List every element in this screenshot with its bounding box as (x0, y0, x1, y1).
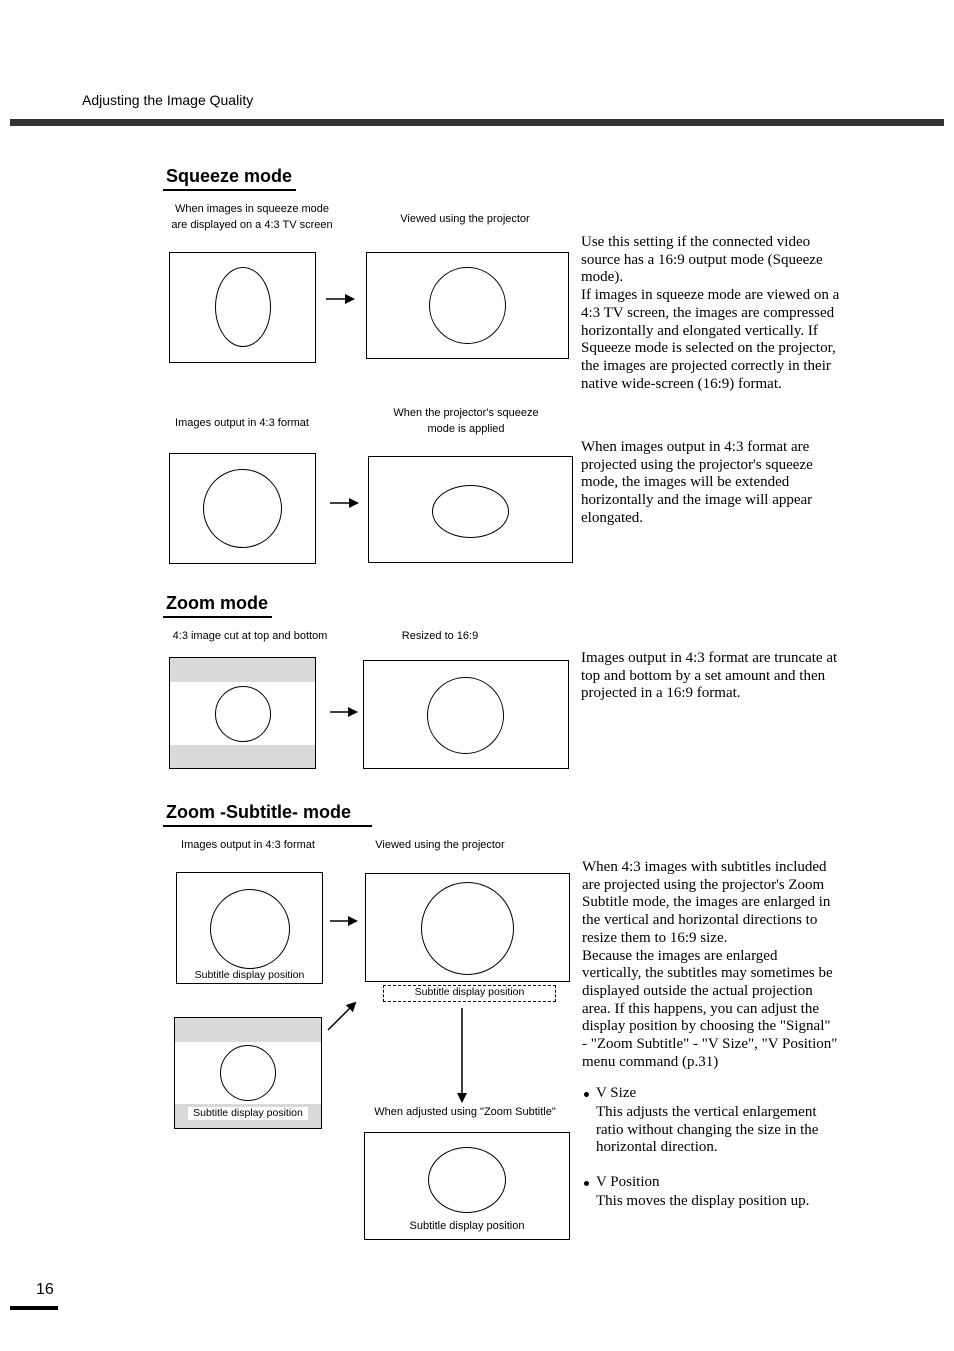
squeeze-caption-43: Images output in 4:3 format (175, 417, 309, 429)
zoom-caption-cut: 4:3 image cut at top and bottom (172, 630, 328, 642)
zoom-subtitle-caption-43: Images output in 4:3 format (181, 839, 315, 851)
page-number-rule (10, 1306, 58, 1310)
subtitle-position-label: Subtitle display position (414, 986, 525, 998)
diagonal-arrow-icon (328, 1003, 355, 1030)
squeeze-description: Use this setting if the connected video source has a 16:9 output mode (Squeeze mode). If images in squeeze mode are viewed on a 4:3 TV screen, the images are compressed horizontally and elongated vertically. If Squeeze mode is selected on the projector, the images are projected correctly in their native wide-screen (16:9) format. (581, 234, 840, 392)
squeeze-caption-applied: When the projector's squeeze mode is applied (393, 407, 539, 435)
zoom-caption-resized: Resized to 16:9 (401, 630, 479, 642)
squeeze-caption-projector: Viewed using the projector (400, 213, 530, 225)
zoom-mode-heading: Zoom mode (163, 593, 272, 618)
zoom-subtitle-caption-adjusted: When adjusted using "Zoom Subtitle" (374, 1106, 556, 1118)
squeeze-43-description: When images output in 4:3 format are projected using the projector's squeeze mode, the images will be extended horizontally and the image will appear elongated. (581, 439, 813, 526)
subtitle-position-label: Subtitle display position (188, 1107, 308, 1120)
zoom-subtitle-caption-projector: Viewed using the projector (375, 839, 505, 851)
subtitle-position-label: Subtitle display position (409, 1220, 525, 1232)
squeeze-caption-tv: When images in squeeze mode are displayed on a 4:3 TV screen (171, 203, 333, 231)
running-header: Adjusting the Image Quality (82, 92, 254, 108)
subtitle-position-label: Subtitle display position (194, 969, 305, 981)
zoom-subtitle-description: When 4:3 images with subtitles included are projected using the projector's Zoom Subtitle mode, the images are enlarged in the vertical and horizontal directions to resize them to 16:9 size. Because the images are enlarged vertically, the subtitles may sometimes be displayed outside the actual projection area. If this happens, you can adjust the display position by choosing the "Signal" - "Zoom Subtitle" - "V Size", "V Position" menu command (p.31) (582, 859, 838, 1070)
page-number: 16 (36, 1281, 54, 1298)
squeeze-mode-heading: Squeeze mode (163, 166, 296, 191)
zoom-subtitle-mode-heading: Zoom -Subtitle- mode (163, 802, 372, 827)
bullet-desc-v-position: This moves the display position up. (596, 1193, 810, 1209)
bullet-desc-v-size: This adjusts the vertical enlargement ratio without changing the size in the horizontal direction. (596, 1104, 819, 1156)
bullet-label-v-position: V Position (596, 1174, 660, 1190)
bullet-label-v-size: V Size (596, 1085, 637, 1101)
zoom-description: Images output in 4:3 format are truncate at top and bottom by a set amount and then projected in a 16:9 format. (581, 650, 838, 702)
